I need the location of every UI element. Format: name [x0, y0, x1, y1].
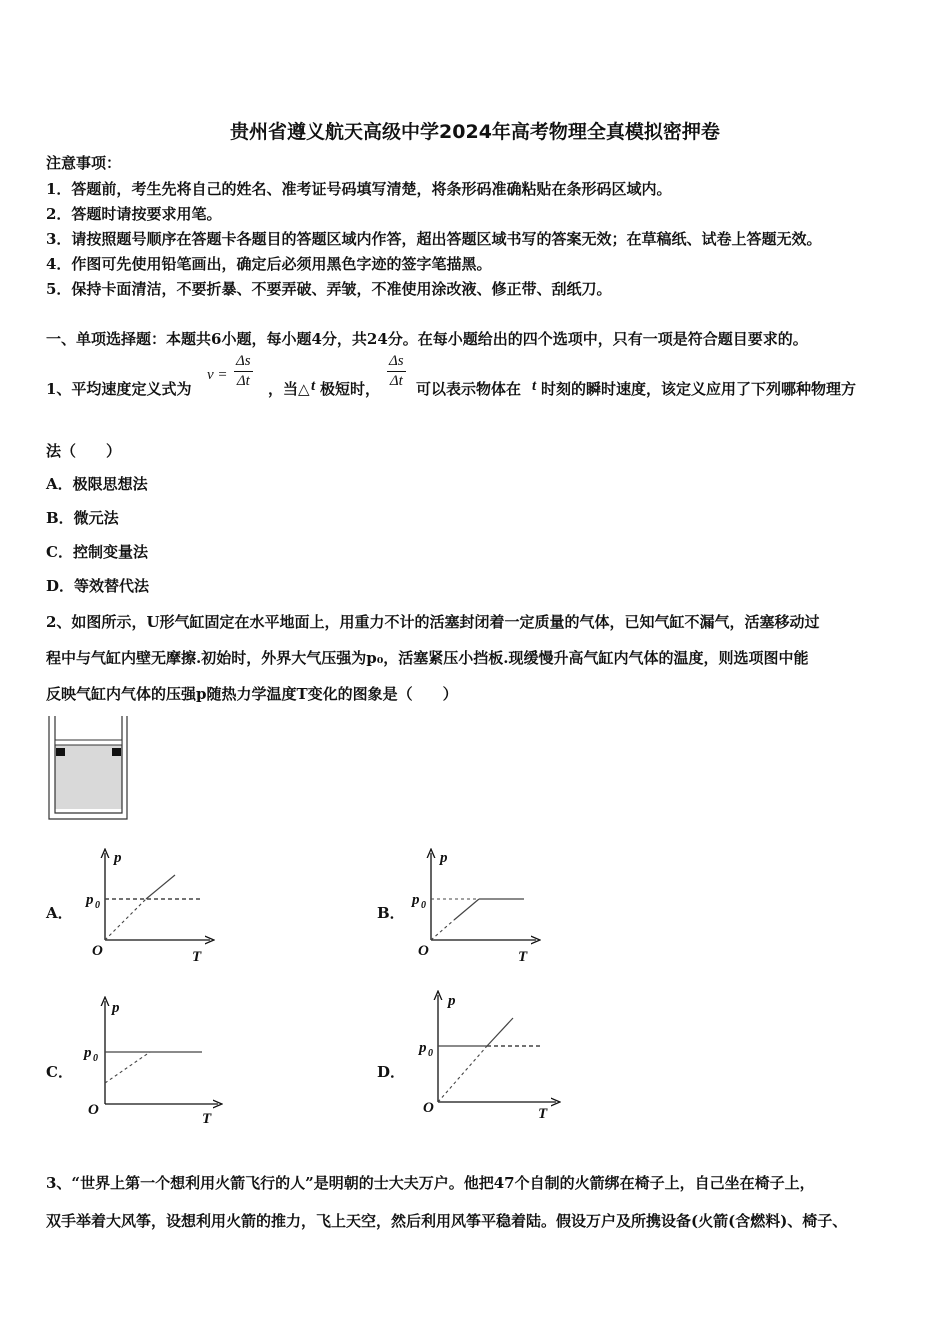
section-heading: 一、单项选择题：本题共6小题，每小题4分，共24分。在每小题给出的四个选项中，只有一项是符合题目要求的。 [46, 330, 808, 348]
q1-mid2: 极短时， [320, 380, 381, 398]
proportional-solid [146, 875, 175, 899]
x-label: T [518, 949, 528, 965]
y-label: p [448, 993, 456, 1009]
p0-subscript: 0 [93, 1053, 98, 1064]
q1-option-a: A．极限思想法 [46, 475, 148, 493]
proportional-dashed [431, 920, 454, 940]
graph-c [82, 996, 222, 1126]
q1-option-c: C．控制变量法 [46, 543, 148, 561]
notice-item: 1．答题前，考生先将自己的姓名、准考证号码填写清楚，将条形码准确粘贴在条形码区域内。 [46, 180, 672, 198]
graph-a [82, 848, 212, 968]
q2-option-d-label: D． [377, 1063, 406, 1081]
stopper-right [112, 748, 121, 756]
x-label: T [192, 949, 202, 965]
y-label: p [440, 850, 448, 866]
y-label: p [112, 1000, 120, 1016]
stopper-left [56, 748, 65, 756]
notice-item: 5．保持卡面清洁，不要折暴、不要弄破、弄皱，不准使用涂改液、修正带、刮纸刀。 [46, 280, 612, 298]
notice-item: 4．作图可先使用铅笔画出，确定后必须用黑色字迹的签字笔描黑。 [46, 255, 492, 273]
origin-label: O [418, 943, 429, 959]
origin-label: O [92, 943, 103, 959]
p0-label: p [419, 1040, 427, 1056]
q1-frac-num: Δs [234, 352, 253, 372]
x-label: T [202, 1111, 212, 1127]
q2-option-b-label: B． [377, 904, 405, 922]
q1-t-var2: t [532, 378, 537, 394]
q1-mid: ，当△ [268, 380, 310, 398]
q2-option-c-label: C． [46, 1063, 73, 1081]
proportional-dashed [105, 1052, 150, 1083]
p0-subscript: 0 [428, 1048, 433, 1059]
p0-label: p [86, 892, 94, 908]
origin-label: O [423, 1100, 434, 1116]
y-label: p [114, 850, 122, 866]
q1-suffix2: 时刻的瞬时速度，该定义应用了下列哪种物理方 [541, 380, 857, 398]
cylinder-figure [46, 714, 130, 820]
graph-b [408, 848, 538, 968]
q1-frac2-den: Δt [389, 373, 403, 389]
p0-label: p [84, 1045, 92, 1061]
q3-line1: 3、“世界上第一个想利用火箭飞行的人”是明朝的士大夫万户。他把47个自制的火箭绑在椅子上，自己坐在椅子上， [46, 1174, 815, 1192]
x-label: T [538, 1106, 548, 1122]
notice-heading: 注意事项： [46, 154, 122, 172]
q1-prefix: 1、平均速度定义式为 [46, 380, 192, 398]
p0-label: p [412, 892, 420, 908]
proportional-solid [487, 1018, 513, 1046]
q1-t-var: t [311, 378, 316, 394]
q1-option-b: B．微元法 [46, 509, 119, 527]
q2-line2: 程中与气缸内壁无摩擦.初始时，外界大气压强为p₀，活塞紧压小挡板.现缓慢升高气缸内气体的温度，则选项图中能 [46, 649, 809, 667]
piston [55, 740, 122, 745]
q3-line2: 双手举着大风筝，设想利用火箭的推力，飞上天空，然后利用风筝平稳着陆。假设万户及所携设备(火箭(含燃料)、椅子、 [46, 1212, 848, 1230]
p0-subscript: 0 [421, 900, 426, 911]
q1-fraction [234, 352, 253, 391]
q1-frac-den: Δt [236, 373, 250, 389]
notice-item: 2．答题时请按要求用笔。 [46, 205, 222, 223]
graph-d [418, 990, 558, 1120]
q2-option-a-label: A． [46, 904, 73, 922]
q1-fraction-2 [387, 352, 406, 391]
q1-option-d: D．等效替代法 [46, 577, 150, 595]
q1-suffix: 可以表示物体在 [416, 380, 522, 398]
page-title: 贵州省遵义航天高级中学2024年高考物理全真模拟密押卷 [230, 121, 720, 143]
origin-label: O [88, 1102, 99, 1118]
q1-frac2-num: Δs [387, 352, 406, 372]
q2-line3: 反映气缸内气体的压强p随热力学温度T变化的图象是（ ） [46, 685, 458, 703]
q2-line1: 2、如图所示，U形气缸固定在水平地面上，用重力不计的活塞封闭着一定质量的气体，已知气缸不漏气，活塞移动过 [46, 613, 820, 631]
notice-item: 3．请按照题号顺序在答题卡各题目的答题区域内作答，超出答题区域书写的答案无效；在草稿纸、试卷上答题无效。 [46, 230, 822, 248]
proportional-dashed [438, 1046, 487, 1102]
proportional-dashed [105, 899, 146, 940]
q1-formula-lhs: v = [207, 367, 228, 383]
q1-line2: 法（ ） [46, 442, 122, 460]
proportional-solid [454, 899, 479, 920]
gas-region [55, 745, 122, 809]
p0-subscript: 0 [95, 900, 100, 911]
